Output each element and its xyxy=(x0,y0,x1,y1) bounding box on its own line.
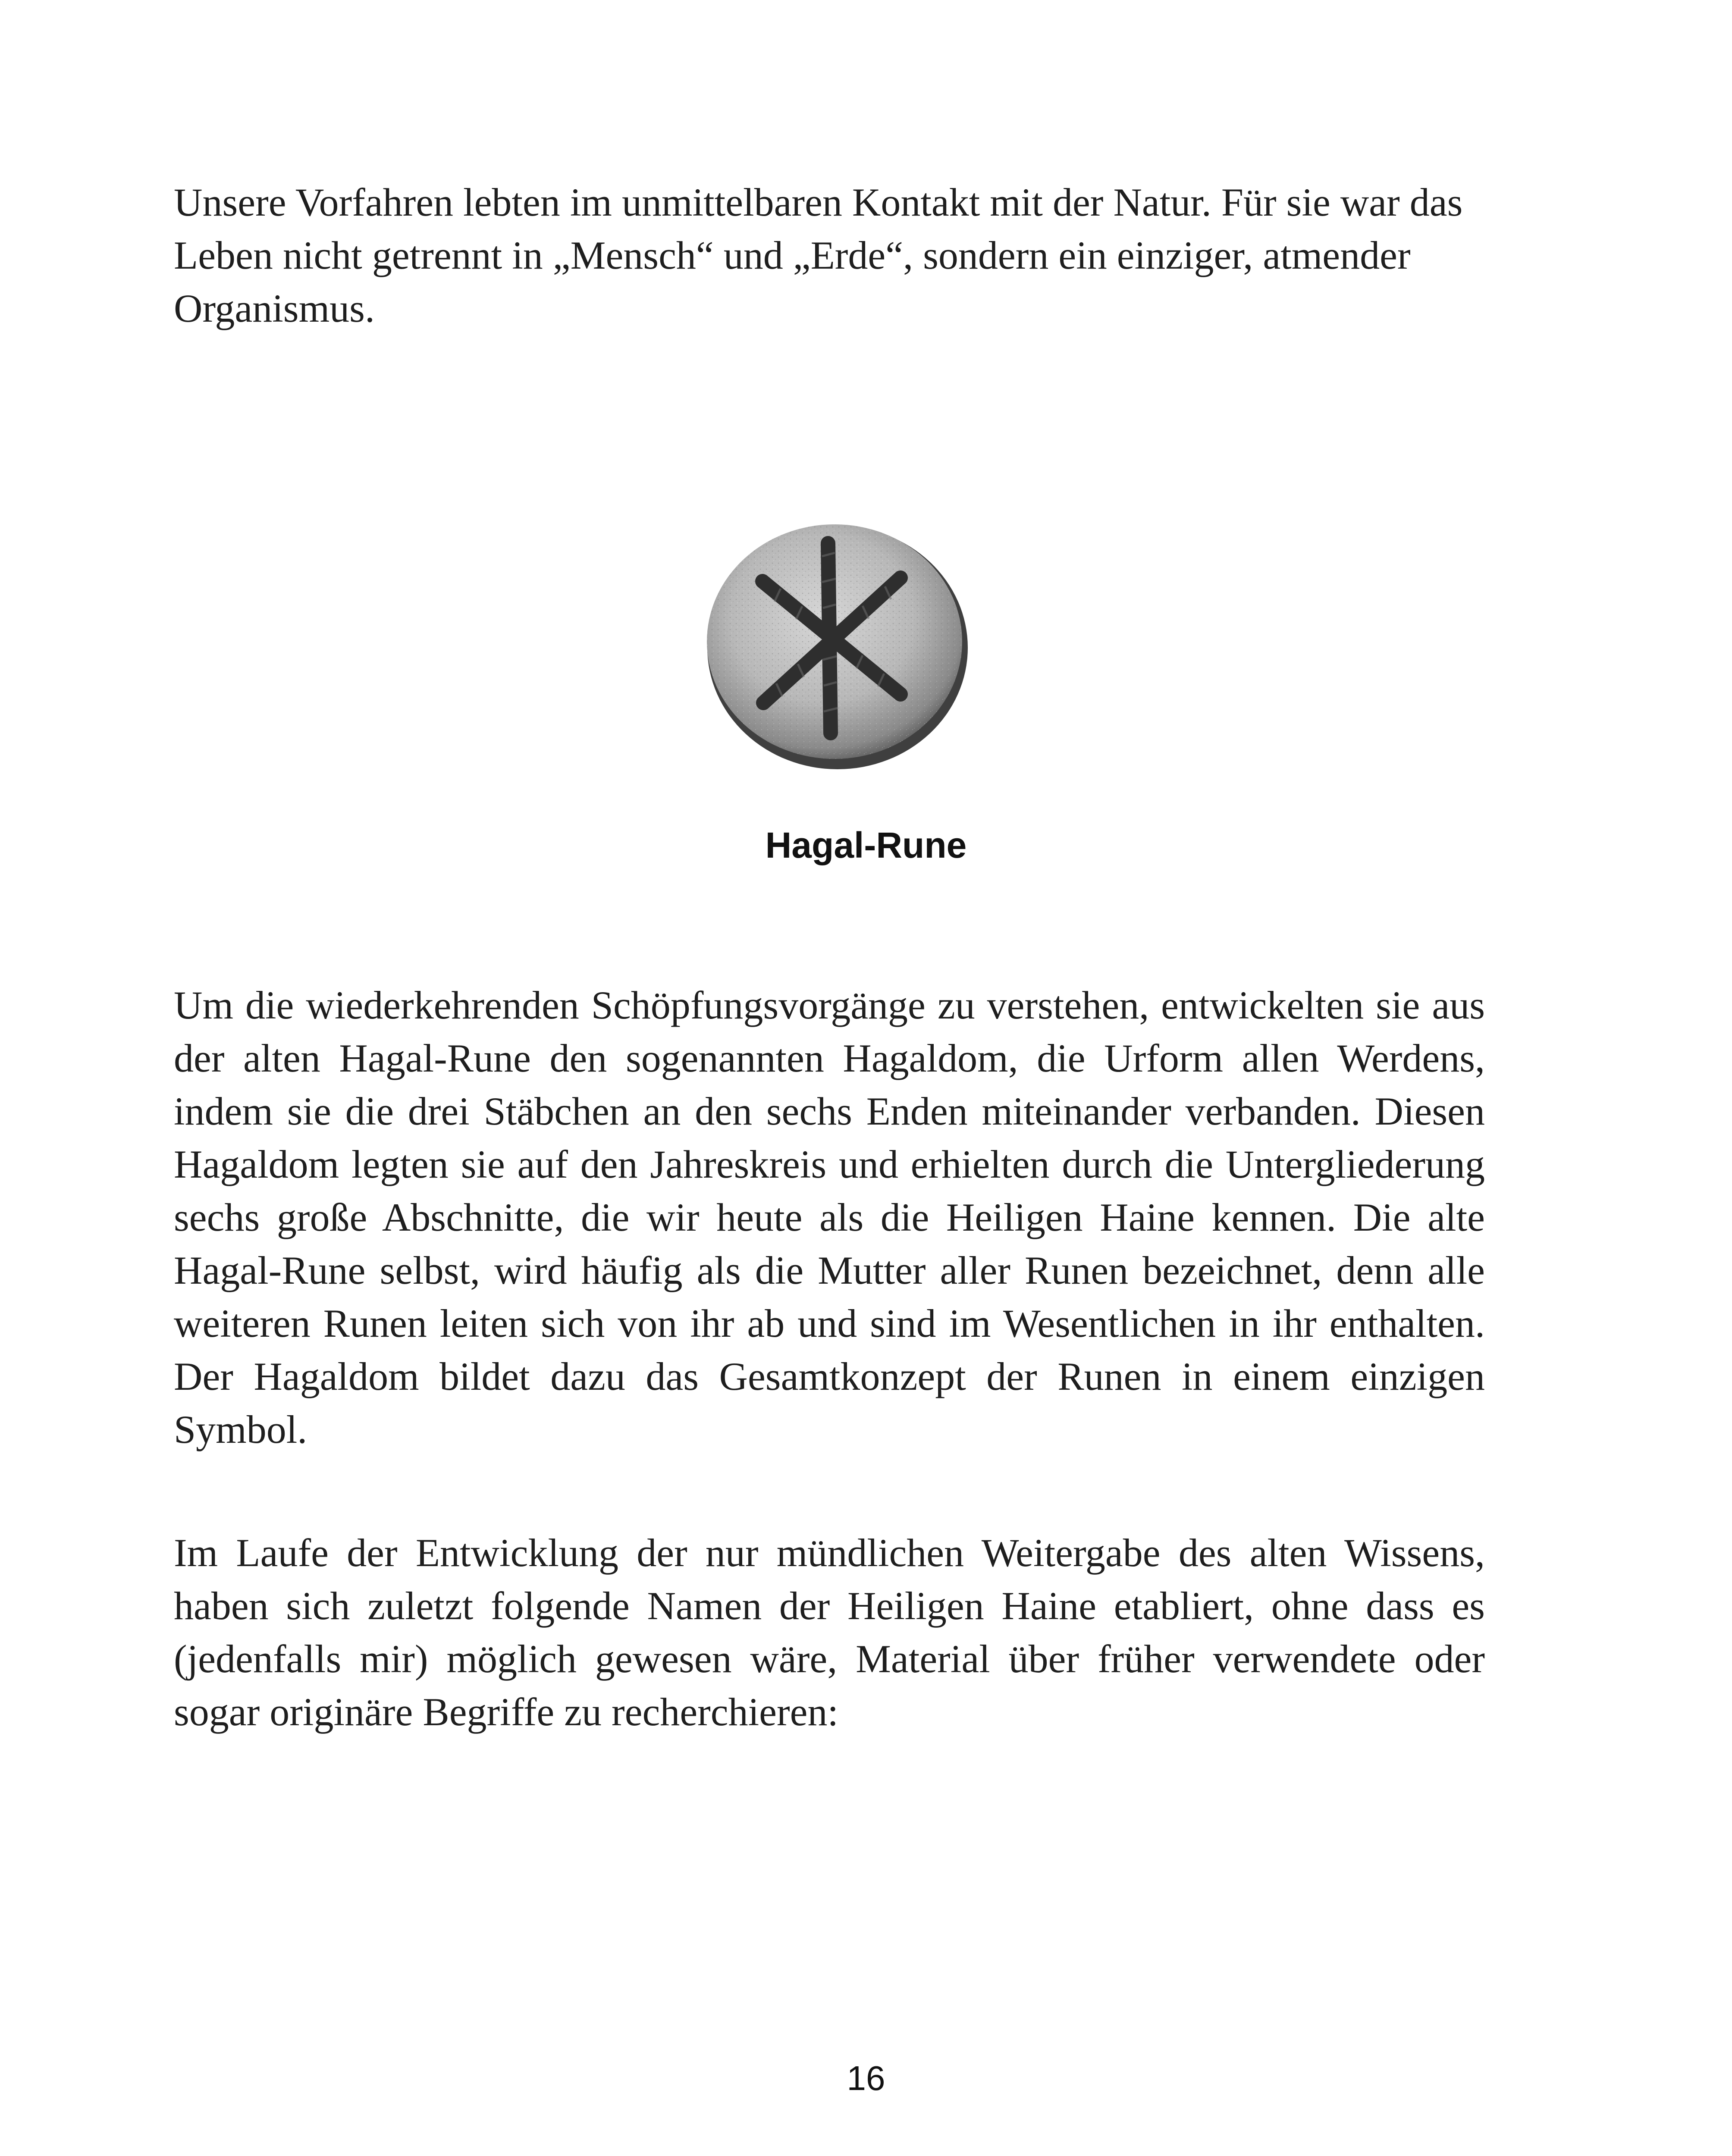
figure-caption: Hagal-Rune xyxy=(765,825,967,865)
paragraph-haine-names: Im Laufe der Entwicklung der nur mündlichen Weitergabe des alten Wissens, haben sich zuletzt folgende Namen der Heiligen Haine etabliert, ohne dass es (jedenfalls mir) möglich gewesen wäre, Material über früher verwendete oder sogar originäre Begriffe zu recherchieren: xyxy=(174,1531,1485,1734)
rune-stone-image xyxy=(699,513,975,772)
paragraph-hagaldom: Um die wiederkehrenden Schöpfungsvorgänge zu verstehen, entwickelten sie aus der alten Hagal-Rune den sogenannten Hagaldom, die Urform allen Werdens, indem sie die drei Stäbchen an den sechs Enden miteinander verbanden. Diesen Hagaldom legten sie auf den Jahreskreis und erhielten durch die Untergliederung sechs große Abschnitte, die wir heute als die Heiligen Haine kennen. Die alte Hagal-Rune selbst, wird häufig als die Mutter aller Runen bezeichnet, denn alle weiteren Runen leiten sich von ihr ab und sind im Wesentlichen in ihr enthalten. Der Hagaldom bildet dazu das Gesamtkonzept der Runen in einem einzigen Symbol. xyxy=(174,983,1485,1451)
page-number: 16 xyxy=(847,2059,885,2097)
paragraph-intro: Unsere Vorfahren lebten im unmittelbaren Kontakt mit der Natur. Für sie war das Leben nicht getrennt in „Mensch“ und „Erde“, sondern ein einziger, atmender Organismus. xyxy=(174,180,1463,330)
hagal-rune-stone-icon xyxy=(699,513,975,772)
